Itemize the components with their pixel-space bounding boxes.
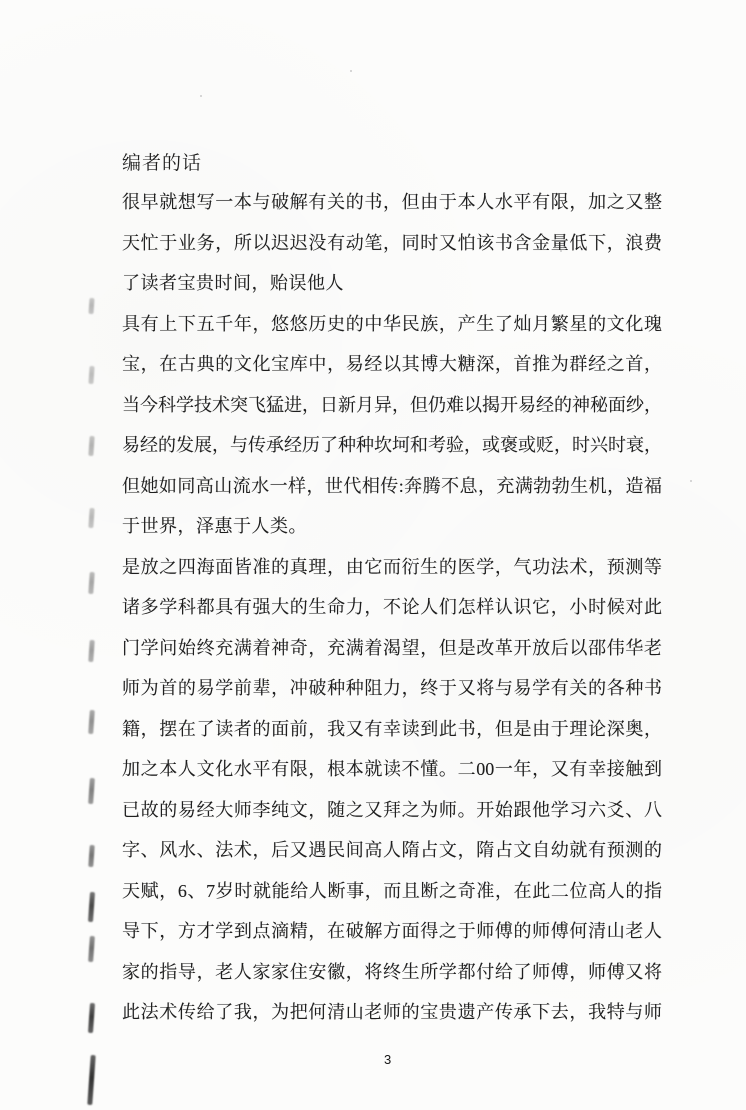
text-line: 此法术传给了我，为把何清山老师的宝贵遗产传承下去，我特与师 — [122, 1002, 662, 1022]
scan-smudge — [87, 1055, 95, 1105]
text-line: 具有上下五千年，悠悠历史的中华民族，产生了灿月繁星的文化瑰 — [122, 313, 662, 334]
text-line: 天赋，6、7岁时就能给人断事，而且断之奇准，在此二位高人的指 — [122, 880, 662, 901]
text-line: 诸多学科都具有强大的生命力，不论人们怎样认识它，小时候对此 — [122, 597, 662, 617]
text-line: 当今科学技术突飞猛进，日新月异，但仍难以揭开易经的神秘面纱， — [122, 394, 662, 415]
text-line: 籍，摆在了读者的面前，我又有幸读到此书，但是由于理论深奥， — [122, 718, 662, 739]
text-line: 门学问始终充满着神奇，充满着渴望，但是改革开放后以邵伟华老 — [122, 637, 662, 658]
text-line: 易经的发展，与传承经历了种种坎坷和考验，或褒或贬，时兴时衰， — [122, 435, 662, 455]
scan-smudge — [88, 366, 94, 384]
scan-smudge — [88, 778, 95, 804]
text-line: 但她如同高山流水一样，世代相传:奔腾不息，充满勃勃生机，造福 — [122, 475, 662, 496]
text-line: 天忙于业务，所以迟迟没有动笔，同时又怕该书含金量低下，浪费 — [122, 232, 662, 253]
scan-smudge — [88, 710, 95, 734]
text-line: 是放之四海面皆准的真理，由它而衍生的医学，气功法术，预测等 — [122, 556, 662, 577]
scan-smudge — [88, 508, 94, 528]
text-line: 了读者宝贵时间，贻误他人 — [122, 273, 344, 293]
page-number: 3 — [384, 1052, 392, 1067]
text-line: 导下，方才学到点滴精，在破解方面得之于师傅的师傅何清山老人 — [122, 921, 662, 941]
text-line: 宝，在古典的文化宝库中，易经以其博大糖深，首推为群经之首， — [122, 354, 662, 374]
text-line: 加之本人文化水平有限，根本就读不懂。二00一年，又有幸接触到 — [122, 759, 662, 779]
text-line: 家的指导，老人家家住安徽，将终生所学都付给了师傅，师傅又将 — [122, 961, 662, 982]
paper-speck — [350, 70, 352, 72]
scan-smudge — [88, 1003, 95, 1033]
scan-smudge — [88, 640, 95, 662]
text-line: 字、风水、法术，后又遇民间高人隋占文，隋占文自幼就有预测的 — [122, 840, 662, 860]
scan-smudge — [88, 892, 95, 922]
scan-smudge — [88, 845, 95, 867]
scan-smudge — [88, 436, 94, 456]
scan-smudge — [88, 572, 95, 594]
scan-smudge — [88, 298, 94, 314]
paper-speck — [690, 480, 692, 482]
scan-smudge — [88, 936, 95, 962]
text-line: 于世界，泽惠于人类。 — [122, 516, 307, 536]
text-line: 已故的易经大师李纯文，随之又拜之为师。开始跟他学习六爻、八 — [122, 799, 662, 820]
document-title: 编者的话 — [122, 153, 203, 174]
text-line: 很早就想写一本与破解有关的书，但由于本人水平有限，加之又整 — [122, 192, 662, 212]
paper-speck — [200, 95, 202, 97]
document-body — [122, 182, 662, 1033]
text-line: 师为首的易学前辈，冲破种种阻力，终于又将与易学有关的各种书 — [122, 678, 662, 698]
